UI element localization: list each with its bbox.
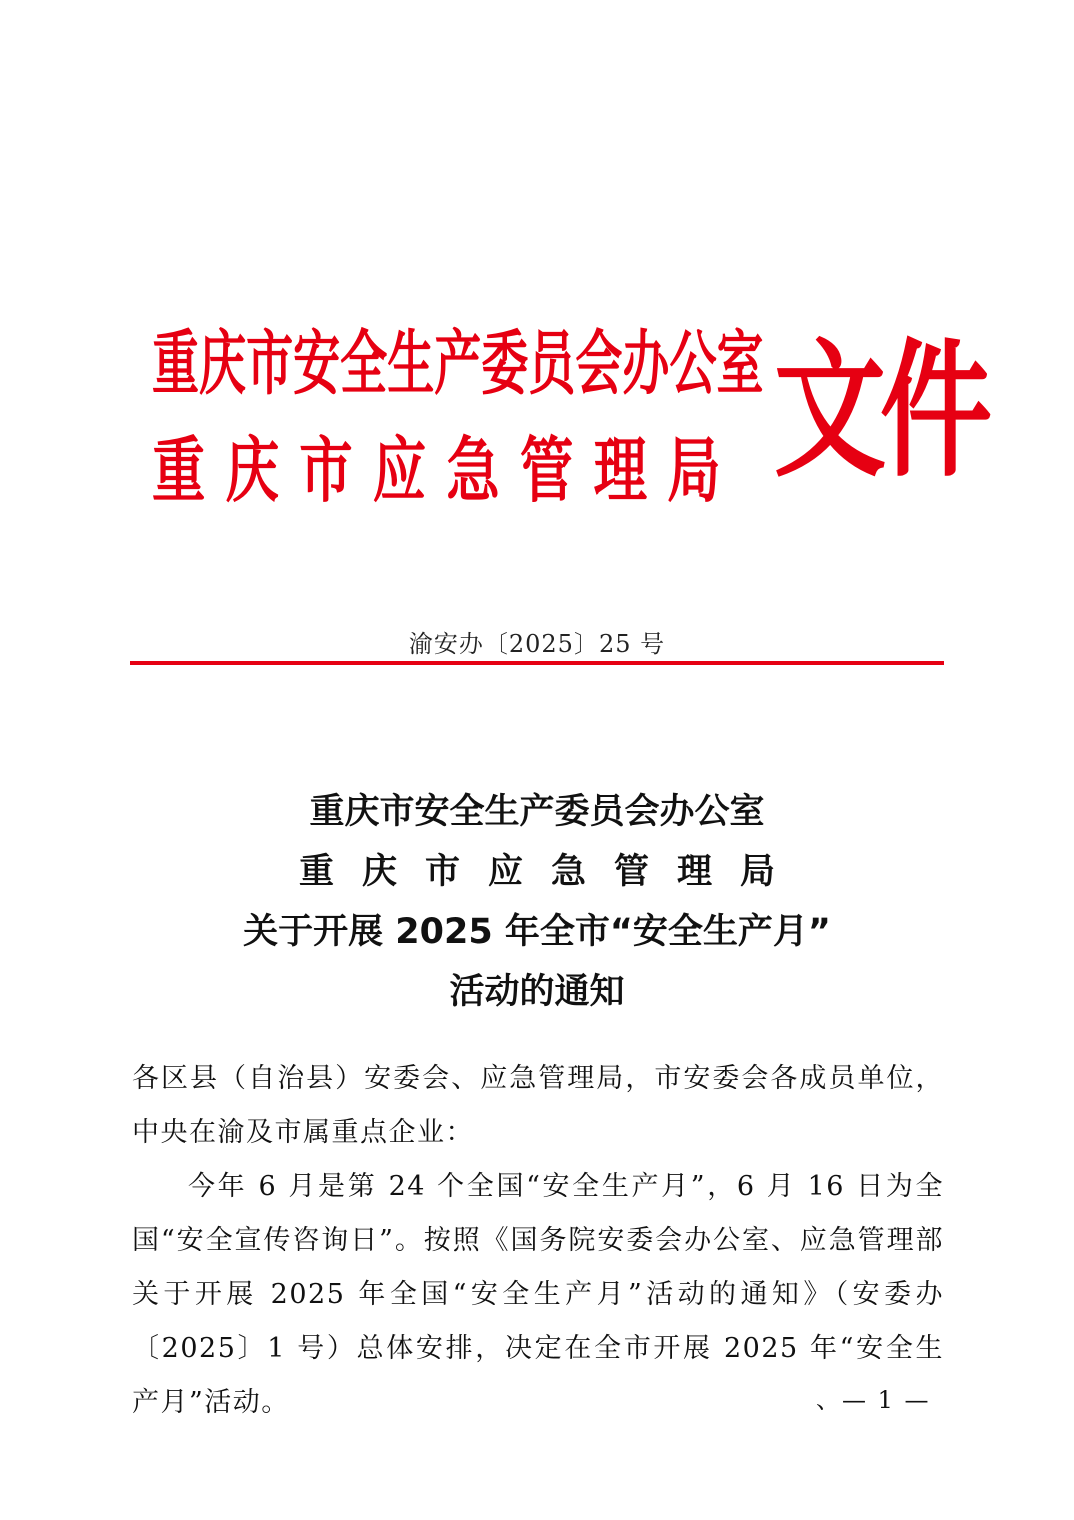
title-line-3: 关于开展 2025 年全市“安全生产月”: [243, 912, 831, 952]
red-masthead: [152, 318, 986, 528]
title-line-2: 重庆市应急管理局: [298, 852, 803, 892]
document-title: [0, 782, 1074, 1022]
masthead-issuer-1: 重庆市安全生产委员会办公室: [152, 323, 764, 405]
body-paragraph: 今年 6 月是第 24 个全国“安全生产月”，6 月 16 日为全国“安全宣传咨询日”。按照《国务院安委会办公室、应急管理部关于开展 2025 年全国“安全生产月”活动的通知》（安委办〔2025〕1 号）总体安排，决定在全市开展 2025 年“安全生产月”活动。: [132, 1171, 944, 1418]
page-number: 、— 1 —: [816, 1386, 931, 1414]
masthead-suffix: 文件: [774, 326, 986, 498]
red-divider: [130, 661, 944, 665]
document-number: 渝安办〔2025〕25 号: [408, 630, 666, 658]
title-line-4: 活动的通知: [449, 972, 625, 1012]
masthead-issuer-2: 重庆市应急管理局: [152, 428, 741, 512]
title-line-1: 重庆市安全生产委员会办公室: [309, 792, 765, 832]
salutation: 各区县（自治县）安委会、应急管理局，市安委会各成员单位，中央在渝及市属重点企业：: [132, 1063, 944, 1148]
document-body: [132, 1052, 944, 1430]
